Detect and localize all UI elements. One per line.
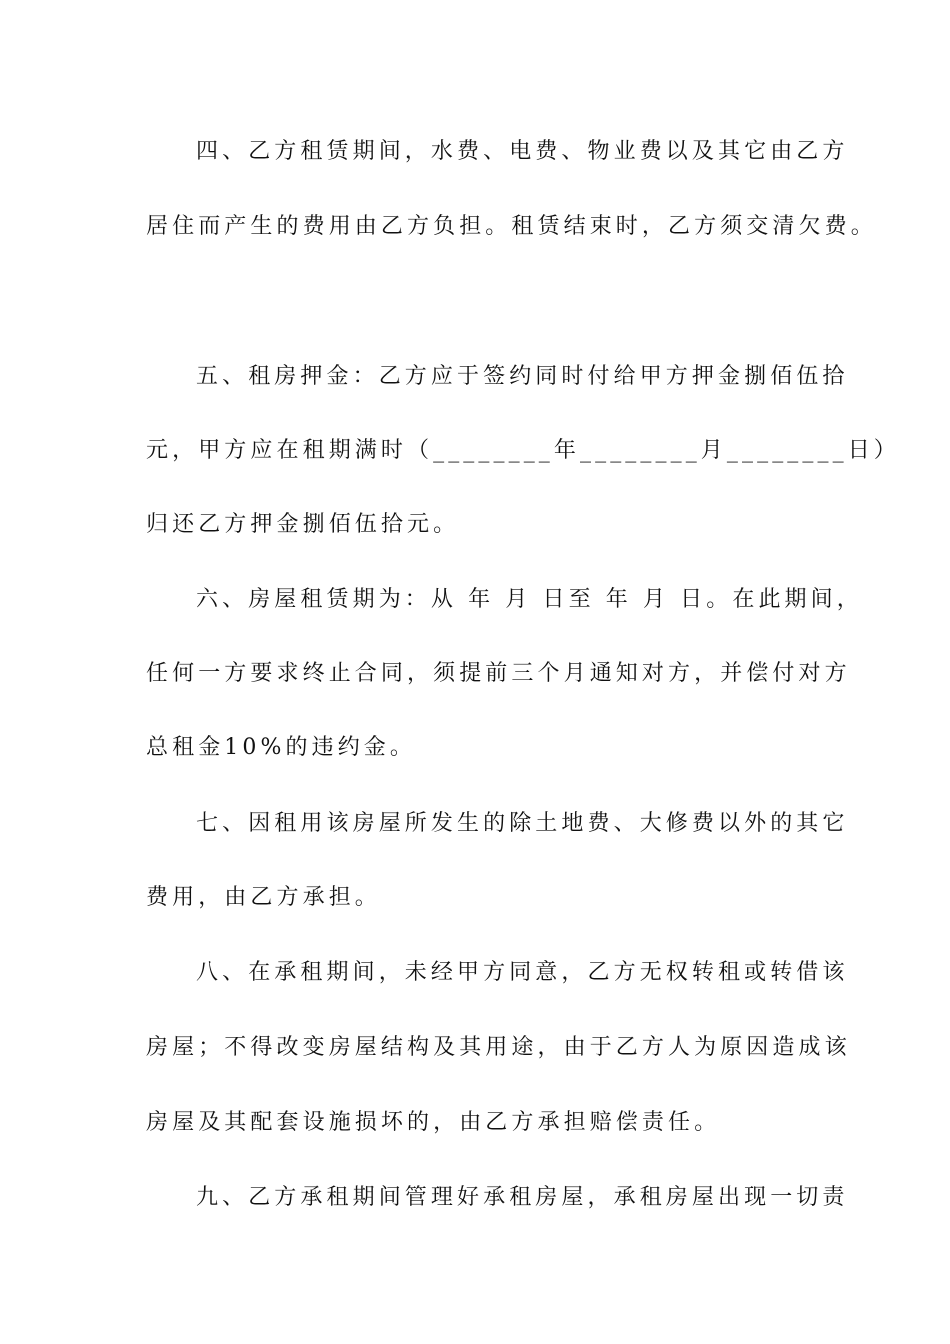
clause-6-line-1: 六、房屋租赁期为：从 年 月 日至 年 月 日。在此期间， bbox=[196, 587, 863, 612]
clause-5-line-3: 归还乙方押金捌佰伍拾元。 bbox=[146, 512, 460, 537]
clause-6-line-3: 总租金10%的违约金。 bbox=[146, 735, 416, 760]
clause-5-line-1: 五、租房押金：乙方应于签约同时付给甲方押金捌佰伍拾 bbox=[196, 364, 849, 389]
clause-8-line-1: 八、在承租期间，未经甲方同意，乙方无权转租或转借该 bbox=[196, 960, 849, 985]
clause-7-line-2: 费用，由乙方承担。 bbox=[146, 885, 381, 910]
clause-8-line-3: 房屋及其配套设施损坏的，由乙方承担赔偿责任。 bbox=[146, 1110, 721, 1135]
clause-7-line-1: 七、因租用该房屋所发生的除土地费、大修费以外的其它 bbox=[196, 811, 849, 836]
clause-9-line-1: 九、乙方承租期间管理好承租房屋，承租房屋出现一切责 bbox=[196, 1185, 849, 1210]
clause-8-line-2: 房屋；不得改变房屋结构及其用途，由于乙方人为原因造成该 bbox=[146, 1035, 851, 1060]
clause-4-line-2: 居住而产生的费用由乙方负担。租赁结束时，乙方须交清欠费。 bbox=[146, 214, 877, 239]
clause-5-line-2: 元，甲方应在租期满时（________年________月________日） bbox=[146, 438, 900, 463]
clause-6-line-2: 任何一方要求终止合同，须提前三个月通知对方，并偿付对方 bbox=[146, 661, 851, 686]
clause-4-line-1: 四、乙方租赁期间，水费、电费、物业费以及其它由乙方 bbox=[196, 139, 849, 164]
